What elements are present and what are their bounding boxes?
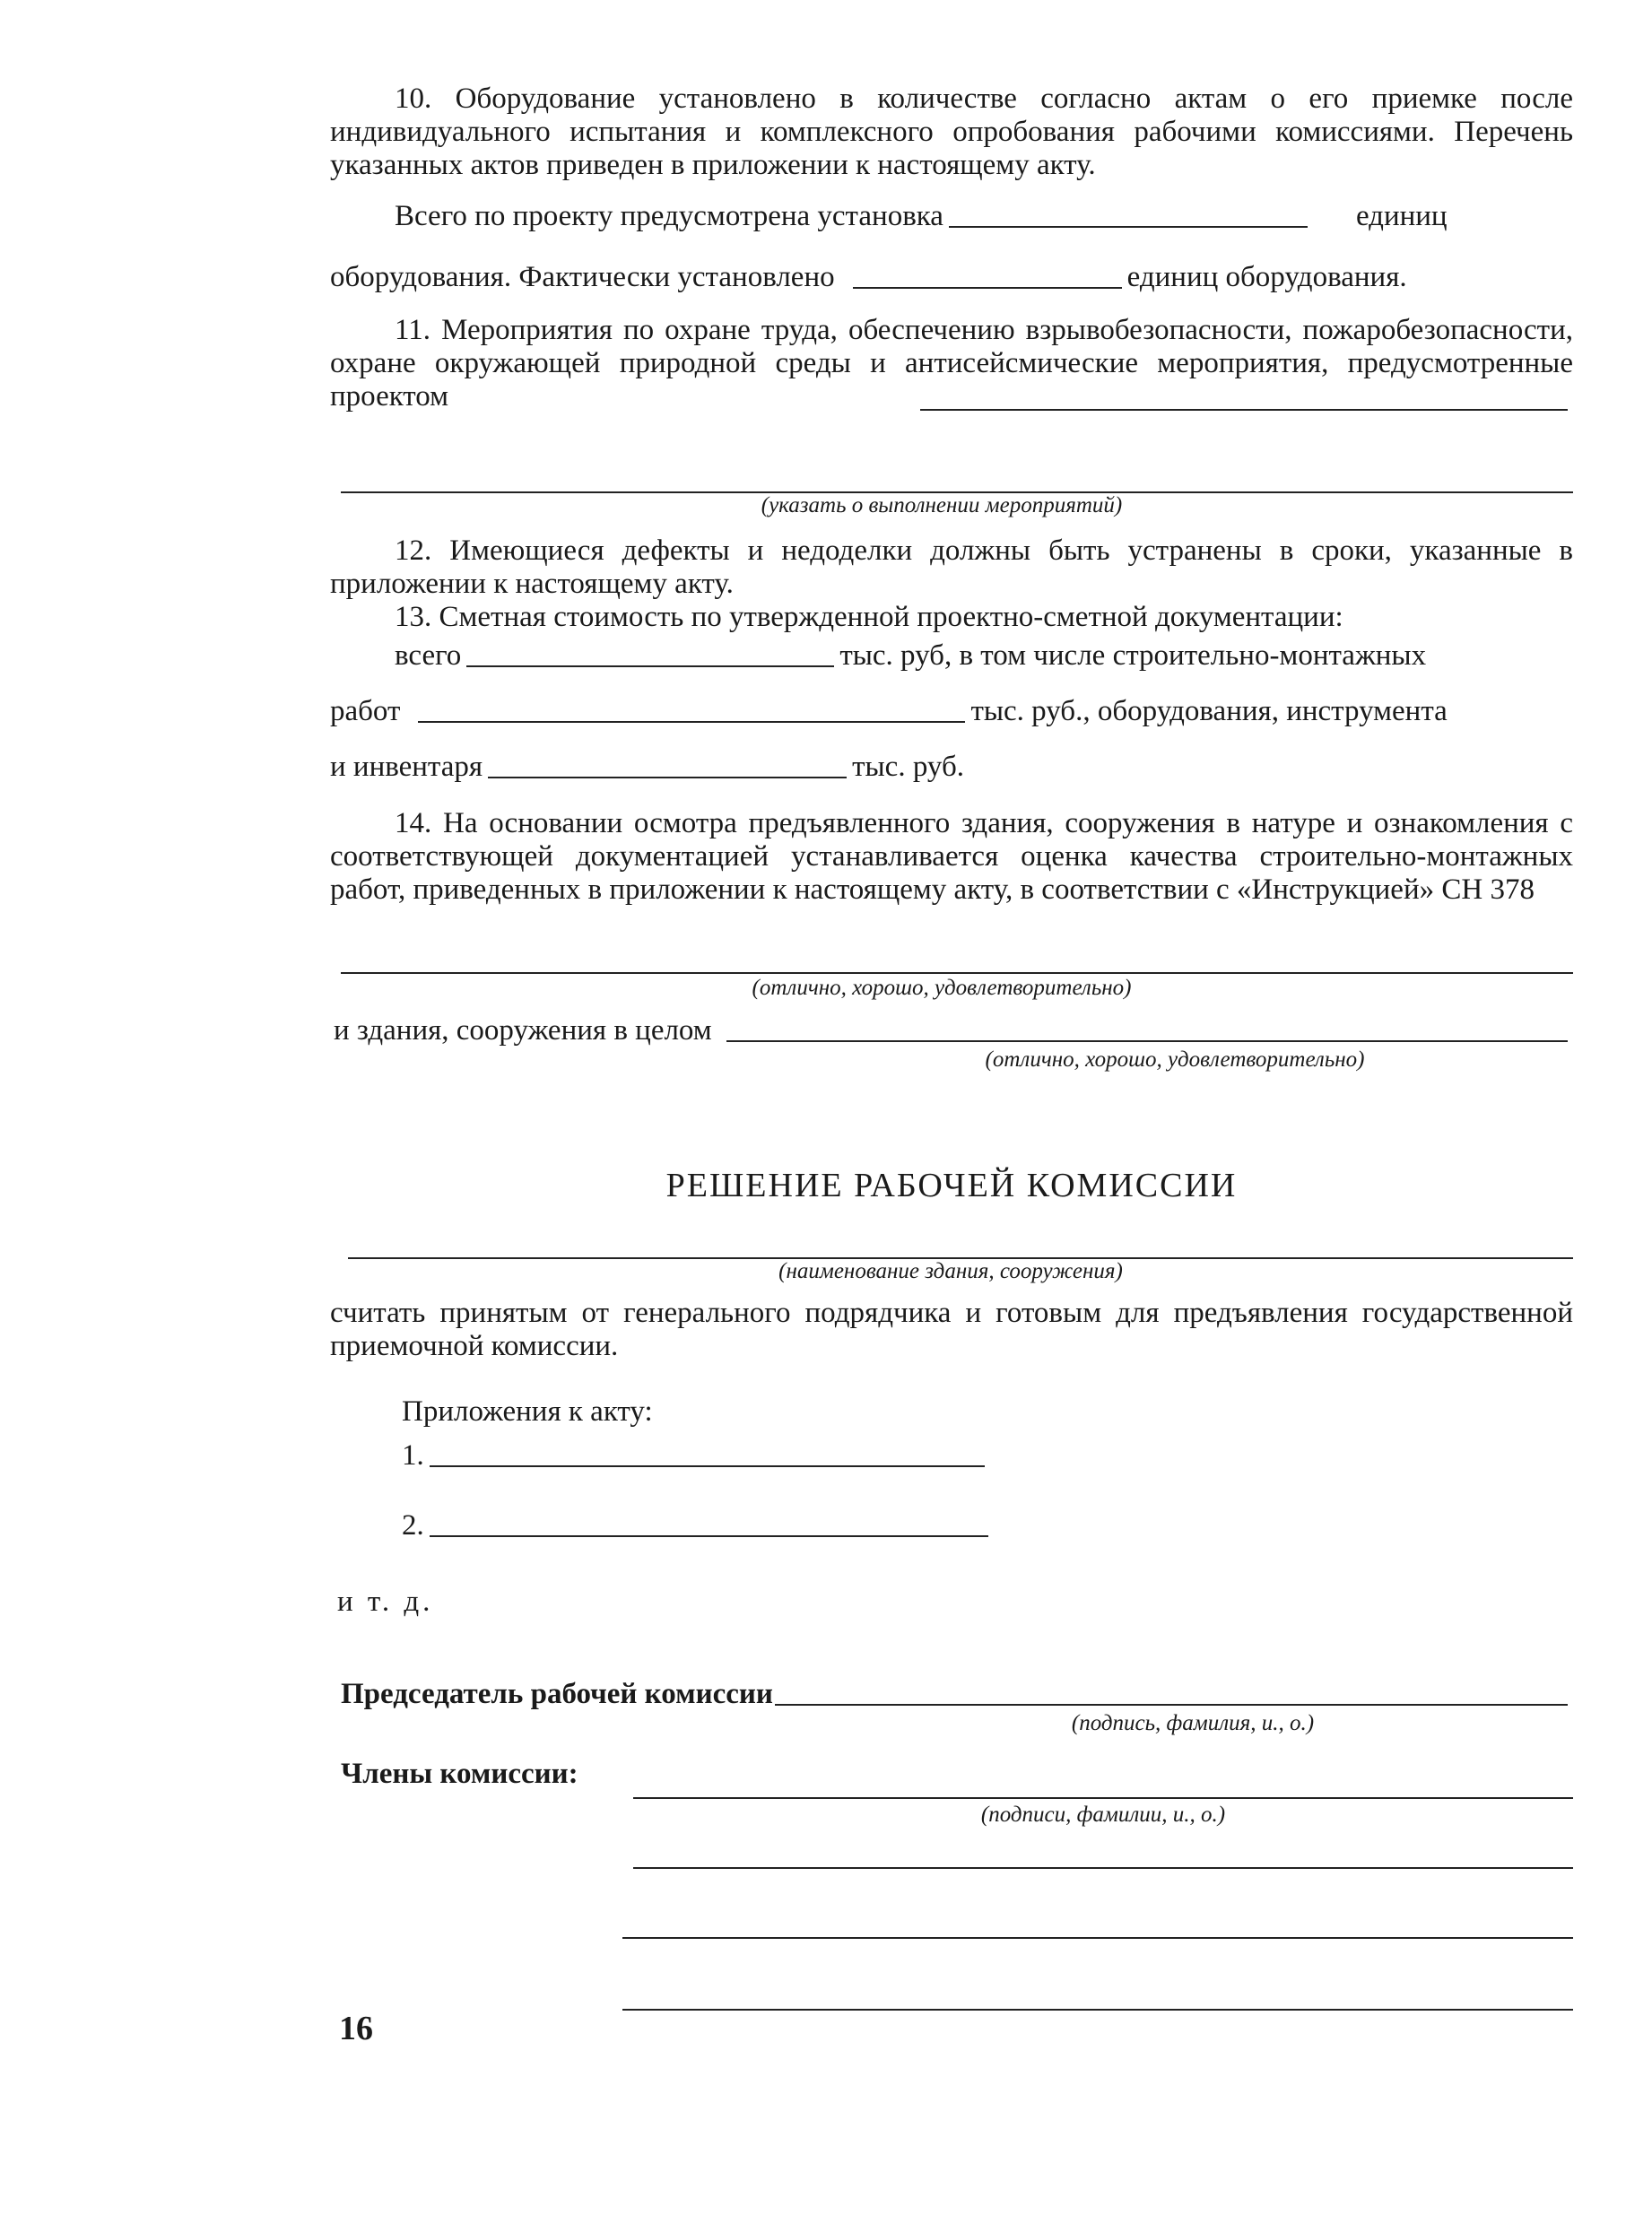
cost-inventory-field[interactable] — [488, 750, 847, 778]
total-planned-field[interactable] — [949, 199, 1308, 228]
section-14-text: 14. На основании осмотра предъявленного здания, сооружения в натуре и ознакомления с соответствующей документацией устанавливается оценка качества строительно-монтажных работ, приведенных в приложении к настоящему акту, в соответствии с «Инструкцией» СН 378 — [330, 807, 1573, 906]
section-13-text: 13. Сметная стоимость по утвержденной проектно-сметной документации: — [395, 601, 1343, 633]
section-10-text: 10. Оборудование установлено в количестве согласно актам о его приемке после индивидуального испытания и комплексного опробования рабочими комиссиями. Перечень указанных актов приведен в приложении к настоящему акту. — [330, 83, 1573, 181]
cost-total-line — [395, 639, 1573, 673]
quality-building-line — [334, 1013, 1573, 1047]
cost-works-label: работ — [330, 695, 401, 727]
total-planned-label: Всего по проекту предусмотрена установка — [395, 200, 943, 232]
chair-caption: (подпись, фамилия, и., о.) — [1071, 1711, 1315, 1735]
section-11-text: 11. Мероприятия по охране труда, обеспечению взрывобезопасности, пожаробезопасности, охране окружающей природной среды и антисейсмические мероприятия, предусмотренные проектом — [330, 314, 1573, 413]
actual-installed-unit: единиц оборудования. — [1126, 261, 1407, 293]
quality-building-label: и здания, сооружения в целом — [334, 1014, 712, 1047]
member-signature-line-4[interactable] — [622, 2009, 1573, 2011]
section-12-text: 12. Имеющиеся дефекты и недоделки должны быть устранены в сроки, указанные в приложении к настоящему акту. — [330, 534, 1573, 600]
attachment-number-1: 1. — [402, 1439, 424, 1472]
attachment-field-2[interactable] — [430, 1508, 988, 1537]
quality-works-line[interactable] — [341, 972, 1573, 974]
attachment-number-2: 2. — [402, 1509, 424, 1542]
cost-total-label: всего — [395, 639, 462, 672]
member-signature-line-1[interactable] — [633, 1797, 1573, 1799]
measures-line-1 — [915, 382, 1573, 416]
measures-caption: (указать о выполнении мероприятий) — [761, 493, 1123, 517]
cost-inventory-label: и инвентаря — [330, 751, 483, 783]
decision-text: считать принятым от генерального подрядчика и готовым для предъявления государственной приемочной комиссии. — [330, 1297, 1573, 1362]
quality-works-caption: (отлично, хорошо, удовлетворительно) — [752, 976, 1132, 1000]
attachments-title: Приложения к акту: — [402, 1395, 653, 1428]
cost-works-field[interactable] — [418, 694, 965, 723]
chair-label: Председатель рабочей комиссии — [341, 1678, 773, 1710]
actual-installed-field[interactable] — [853, 260, 1122, 289]
total-planned-unit: единиц — [1355, 200, 1448, 232]
cost-total-unit: тыс. руб, в том числе строительно-монтажных — [839, 639, 1427, 672]
quality-building-field[interactable] — [726, 1013, 1568, 1042]
attachment-field-1[interactable] — [430, 1438, 985, 1467]
total-planned-line — [395, 199, 1573, 233]
attachment-line-1 — [402, 1438, 990, 1473]
actual-installed-label: оборудования. Фактически установлено — [330, 261, 835, 293]
building-name-caption: (наименование здания, сооружения) — [778, 1259, 1123, 1283]
chair-signature-field[interactable] — [775, 1677, 1568, 1706]
quality-building-caption: (отлично, хорошо, удовлетворительно) — [985, 1047, 1365, 1072]
attachment-line-2 — [402, 1508, 994, 1542]
page-number: 16 — [339, 2010, 373, 2047]
attachments-etc: и т. д. — [337, 1586, 434, 1618]
cost-inventory-unit: тыс. руб. — [852, 751, 964, 783]
cost-works-unit: тыс. руб., оборудования, инструмента — [970, 695, 1448, 727]
cost-works-line — [330, 694, 1573, 728]
cost-inventory-line — [330, 750, 1573, 784]
cost-total-field[interactable] — [466, 639, 834, 667]
member-signature-line-3[interactable] — [622, 1937, 1573, 1939]
measures-field-1[interactable] — [920, 382, 1568, 411]
members-caption: (подписи, фамилии, и., о.) — [980, 1803, 1226, 1827]
actual-installed-line — [330, 260, 1573, 294]
chair-line — [341, 1677, 1573, 1711]
members-label: Члены комиссии: — [341, 1758, 578, 1790]
decision-heading: РЕШЕНИЕ РАБОЧЕЙ КОМИССИИ — [665, 1167, 1238, 1204]
member-signature-line-2[interactable] — [633, 1867, 1573, 1869]
